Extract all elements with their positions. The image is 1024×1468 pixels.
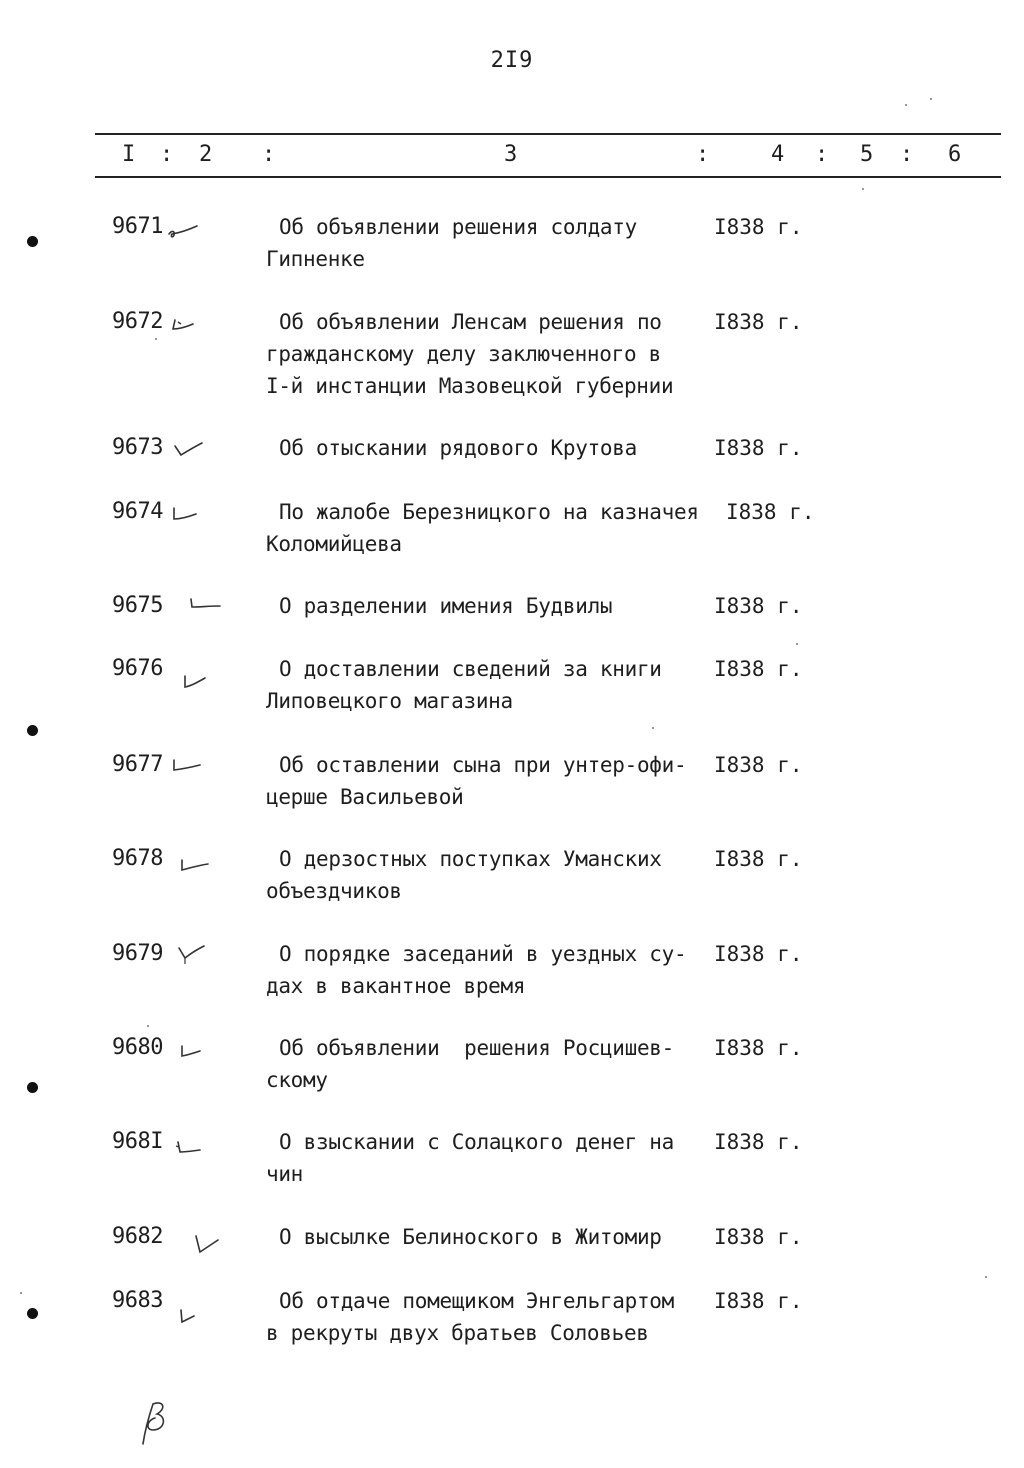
entry-year: I838 г. [714,436,803,460]
entry-title [266,306,716,402]
entry-title [266,1285,716,1349]
column-header-1: I [122,142,136,167]
punch-hole-icon [27,1308,38,1319]
punch-hole-icon [27,1082,38,1093]
entry-title [266,1032,716,1096]
entry-title-line: Об отдаче помещиком Энгельгартом [279,1289,674,1313]
entry-title-line: О порядке заседаний в уездных су- [279,942,687,966]
check-mark-icon [166,218,200,244]
entry-title [266,1126,716,1190]
entry-title-line: скому [266,1068,328,1092]
entry-number: 9679 [112,941,163,966]
entry-title [266,432,716,464]
entry-title-line: I-й инстанции Мазовецкой губернии [266,374,674,398]
entry-number: 9674 [112,499,163,524]
entry-number: 9673 [112,435,163,460]
entry-number: 9671 [112,214,163,239]
entry-title-line: О доставлении сведений за книги [279,657,662,681]
entry-year: I838 г. [714,1130,803,1154]
scan-speck [905,104,907,106]
entry-number: 9677 [112,752,163,777]
handwritten-signature-icon [135,1398,175,1448]
entry-title-line: О дерзостных поступках Уманских [279,847,662,871]
entry-year: I838 г. [714,594,803,618]
check-mark-icon [176,942,210,968]
entry-title-line: О высылке Белиноского в Житомир [279,1225,662,1249]
check-mark-icon [170,754,204,780]
entry-title-line: церше Васильевой [266,785,464,809]
punch-hole-icon [27,236,38,247]
entry-title-line: Об отыскании рядового Крутова [279,436,637,460]
scan-speck [20,1292,22,1294]
entry-title-line: объездчиков [266,879,402,903]
entry-year: I838 г. [714,1225,803,1249]
check-mark-icon [188,594,222,620]
scan-speck [985,1276,987,1278]
scan-speck [796,643,798,645]
column-header-2: 2 [199,142,213,167]
entry-title [266,211,716,275]
column-separator: : [262,142,276,167]
scan-speck [147,1025,149,1027]
entry-year: I838 г. [714,942,803,966]
column-header-3: 3 [504,142,518,167]
entry-title [266,1221,716,1253]
entry-number: 9678 [112,846,163,871]
entry-title-line: Об оставлении сына при унтер-офи- [279,753,687,777]
entry-title [266,590,716,622]
entry-title-line: Гипненке [266,247,365,271]
entry-title [266,938,716,1002]
punch-hole-icon [27,725,38,736]
entry-title-line: Об объявлении решения Росцишев- [279,1036,674,1060]
check-mark-icon [192,1232,226,1258]
entry-number: 968I [112,1129,163,1154]
scan-speck [652,727,654,729]
column-separator: : [900,142,914,167]
check-mark-icon [181,668,215,694]
column-header-4: 4 [771,142,785,167]
entry-title-line: в рекруты двух братьев Соловьев [266,1321,649,1345]
entry-title-line: По жалобе Березницкого на казначея [279,500,699,524]
entry-title [266,843,716,907]
entry-title-line: чин [266,1162,304,1186]
entry-title-line: О взыскании с Солацкого денег на [279,1130,674,1154]
entry-year: I838 г. [714,1289,803,1313]
entry-year: I838 г. [714,1036,803,1060]
page-number: 2I9 [490,48,534,73]
entry-year: I838 г. [726,500,815,524]
scan-speck [155,338,157,340]
check-mark-icon [178,852,212,878]
entry-title [266,653,716,717]
scan-speck [862,188,864,190]
entry-title-line: гражданскому делу заключенного в [266,342,661,366]
entry-number: 9683 [112,1288,163,1313]
check-mark-icon [168,312,202,338]
scan-speck [930,98,932,100]
entry-title-line: дах в вакантное время [266,974,526,998]
entry-title-line: Коломийцева [266,532,402,556]
check-mark-icon [172,1136,206,1162]
entry-title-line: Об объявлении решения солдату [279,215,637,239]
column-header-6: 6 [948,142,962,167]
entry-number: 9675 [112,593,163,618]
column-separator: : [815,142,829,167]
entry-title [266,749,716,813]
entry-year: I838 г. [714,847,803,871]
check-mark-icon [170,502,204,528]
entry-year: I838 г. [714,657,803,681]
header-top-rule [95,133,1001,135]
column-separator: : [160,142,174,167]
entry-year: I838 г. [714,310,803,334]
entry-title-line: Об объявлении Ленсам решения по [279,310,662,334]
check-mark-icon [176,1306,210,1332]
column-separator: : [696,142,710,167]
entry-title [266,496,716,560]
entry-number: 9682 [112,1224,163,1249]
entry-year: I838 г. [714,753,803,777]
entry-year: I838 г. [714,215,803,239]
column-header-5: 5 [860,142,874,167]
header-bottom-rule [95,176,1001,178]
entry-title-line: Липовецкого магазина [266,689,513,713]
check-mark-icon [178,1040,212,1066]
entry-number: 9680 [112,1035,163,1060]
entry-number: 9672 [112,309,163,334]
entry-number: 9676 [112,656,163,681]
check-mark-icon [172,438,206,464]
entry-title-line: О разделении имения Будвилы [279,594,613,618]
